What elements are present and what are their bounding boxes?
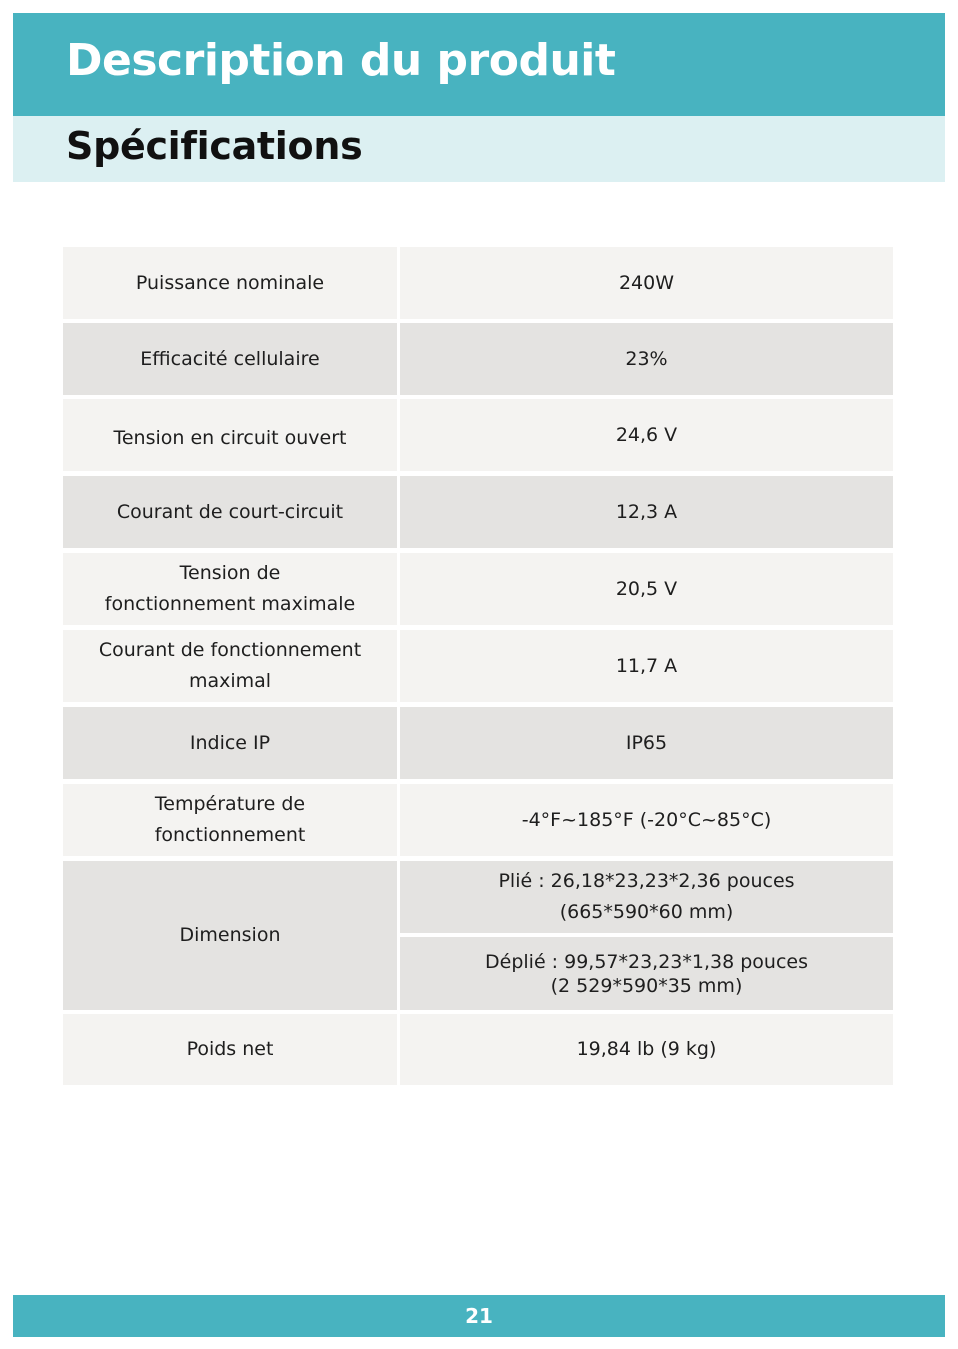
spec-value: 240W [400,247,893,319]
footer-bar [13,1295,945,1337]
spec-value: 20,5 V [400,553,893,625]
spec-label: Courant de fonctionnement maximal [63,630,397,702]
spec-label: Tension en circuit ouvert [63,399,397,471]
spec-label: Poids net [63,1014,397,1085]
table-row [63,476,893,548]
spec-value-folded: Plié : 26,18*23,23*2,36 pouces (665*590*60 mm) [400,861,893,933]
spec-value: 19,84 lb (9 kg) [400,1014,893,1085]
table-row [63,399,893,471]
spec-label: Efficacité cellulaire [63,323,397,395]
subheader-banner [13,116,945,182]
page-number: 21 [465,1304,493,1328]
spec-value: 23% [400,323,893,395]
table-row [63,630,893,702]
table-row [63,553,893,625]
spec-value: 24,6 V [400,399,893,471]
spec-label: Tension de fonctionnement maximale [63,553,397,625]
spec-value-unfolded: Déplié : 99,57*23,23*1,38 pouces (2 529*590*35 mm) [400,937,893,1010]
table-row [63,323,893,395]
header-banner [13,13,945,116]
table-row [63,1014,893,1085]
table-row [63,247,893,319]
page-title: Description du produit [66,35,616,86]
spec-value: -4°F~185°F (-20°C~85°C) [400,784,893,856]
spec-value: 11,7 A [400,630,893,702]
table-row [63,784,893,856]
spec-value: IP65 [400,707,893,779]
table-row [63,861,893,1010]
spec-label: Dimension [63,861,397,1010]
spec-label: Température de fonctionnement [63,784,397,856]
table-row [63,707,893,779]
section-title: Spécifications [66,124,363,168]
spec-label: Courant de court-circuit [63,476,397,548]
spec-label: Puissance nominale [63,247,397,319]
spec-label: Indice IP [63,707,397,779]
spec-value: 12,3 A [400,476,893,548]
